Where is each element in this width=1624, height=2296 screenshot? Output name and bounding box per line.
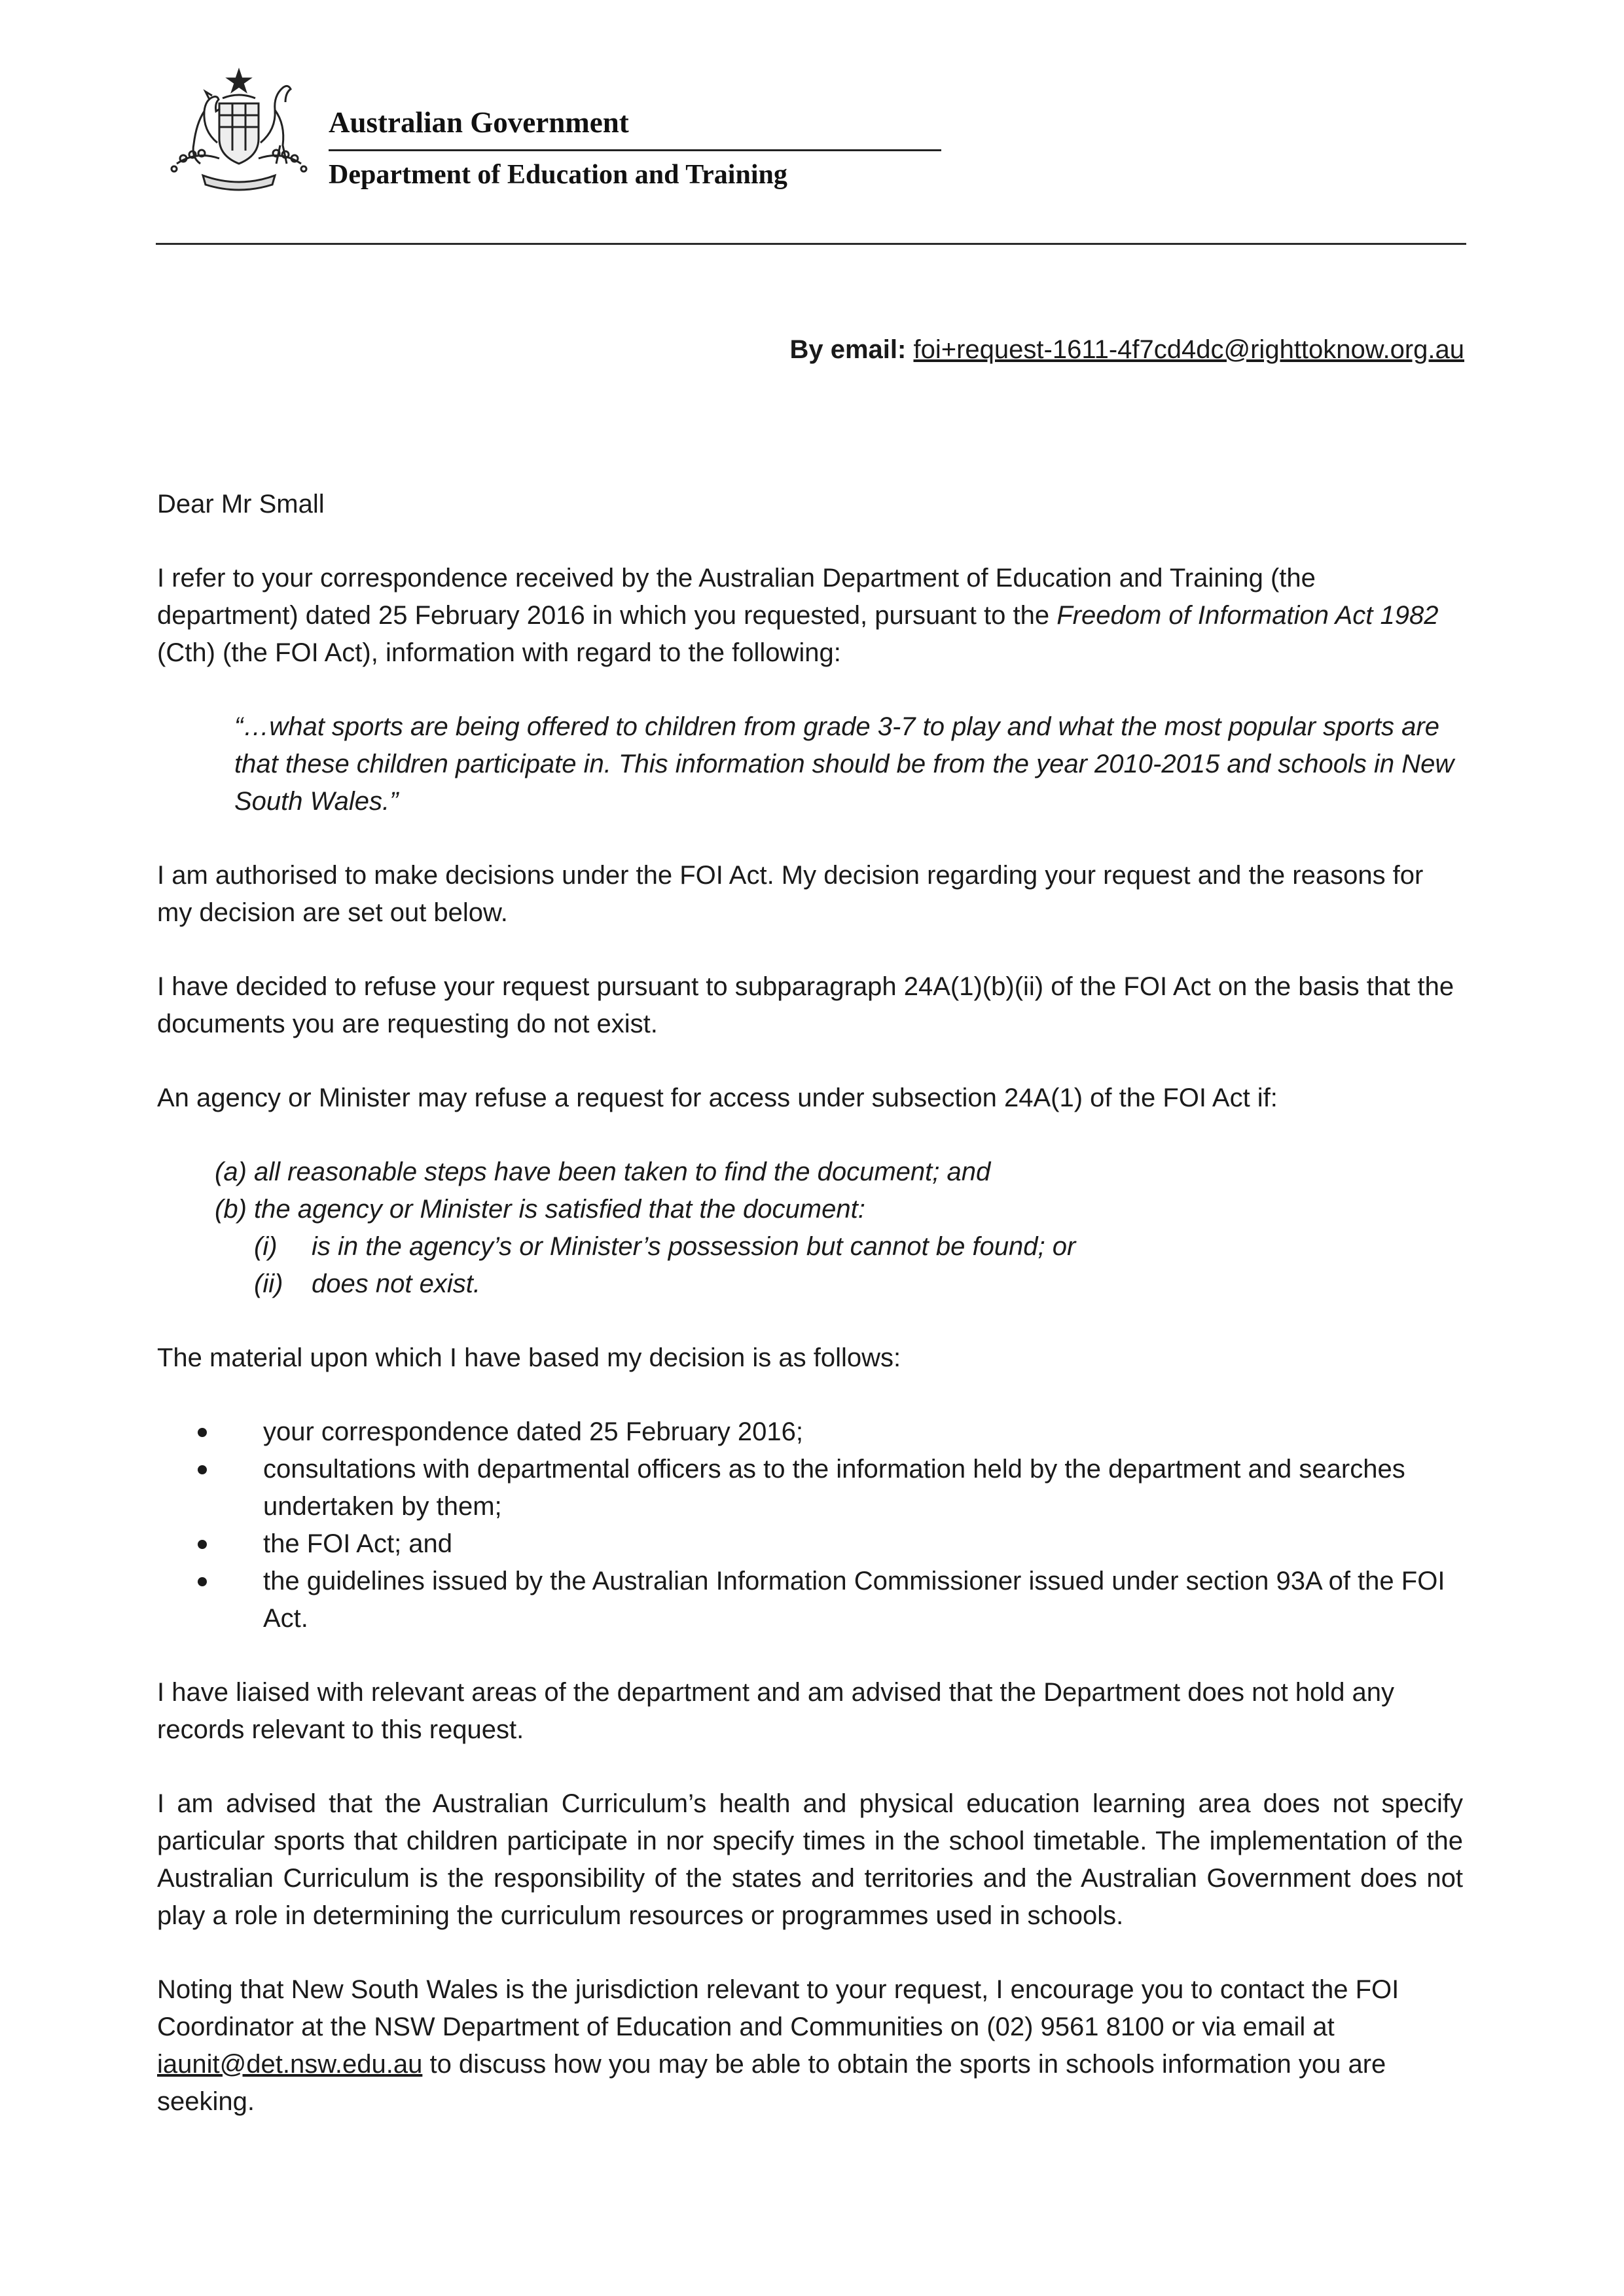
decision-paragraph: I have decided to refuse your request pursuant to subparagraph 24A(1)(b)(ii) of the FOI Act on the basis that the documents you are requesting do not exist.: [157, 972, 1454, 1038]
curriculum-paragraph: I am advised that the Australian Curriculum’s health and physical education learning area does not specify particular sports that children participate in nor specify times in the school timetable. The implementation of the Australian Curriculum is the responsibility of the states and territories and the Australian Government does not play a role in determining the curriculum resources or programmes used in schools.: [157, 1789, 1463, 1930]
agency-name-block: [329, 106, 941, 191]
bullet-icon: [198, 1428, 207, 1437]
email-line: [790, 335, 1465, 365]
list-item: the FOI Act; and: [194, 1525, 1463, 1563]
commonwealth-coat-of-arms-icon: [157, 65, 321, 196]
header-divider: [156, 243, 1466, 245]
material-intro: The material upon which I have based my decision is as follows:: [157, 1343, 901, 1372]
list-item: your correspondence dated 25 February 2016;: [194, 1413, 1463, 1451]
bullet-icon: [198, 1465, 207, 1474]
bullet-icon: [198, 1540, 207, 1549]
department-name: Department of Education and Training: [329, 159, 787, 190]
provision-subitem-ii: (ii) does not exist.: [254, 1269, 480, 1298]
email-label: By email:: [789, 335, 907, 364]
provision-subitem-i: (i) is in the agency’s or Minister’s possession but cannot be found; or: [254, 1232, 1076, 1261]
intro-paragraph: [157, 560, 1463, 672]
letterhead: [157, 65, 785, 196]
nsw-email-link[interactable]: iaunit@det.nsw.edu.au: [157, 2050, 423, 2079]
intro-text-2: (Cth) (the FOI Act), information with regard to the following:: [157, 638, 841, 667]
material-list: [157, 1413, 1463, 1637]
provision-item-a: (a) all reasonable steps have been taken to find the document; and: [215, 1157, 991, 1186]
liaised-paragraph: I have liaised with relevant areas of the department and am advised that the Department does not hold any records relevant to this request.: [157, 1678, 1395, 1744]
salutation: Dear Mr Small: [157, 490, 325, 519]
recipient-email-link[interactable]: foi+request-1611-4f7cd4dc@righttoknow.org.au: [913, 335, 1464, 364]
request-quote: “…what sports are being offered to children from grade 3-7 to play and what the most popular sports are that these children participate in. This information should be from the year 2010-2015 and schools in New South Wales.”: [234, 712, 1454, 816]
provision-intro: An agency or Minister may refuse a request for access under subsection 24A(1) of the FOI Act if:: [157, 1084, 1278, 1112]
list-item: consultations with departmental officers as to the information held by the department and searches undertaken by them;: [194, 1451, 1463, 1525]
act-title: Freedom of Information Act 1982: [1056, 601, 1439, 630]
provision-list: [215, 1154, 1463, 1303]
provision-item-b: (b) the agency or Minister is satisfied that the document:: [215, 1195, 865, 1224]
closing-paragraph: Noting that New South Wales is the jurisdiction relevant to your request, I encourage you to contact the FOI Coordinator at the NSW Department of Education and Communities on (02) 9561 8100 or via email at iaunit@det.nsw.edu.au to discuss how you may be able to obtain the sports in schools information you are seeking.: [157, 1975, 1399, 2116]
intro-text-1: I refer to your correspondence received by the Australian Department of Education and Training (the department) dated 25 February 2016 in which you requested, pursuant to the: [157, 564, 1316, 630]
list-item: the guidelines issued by the Australian Information Commissioner issued under section 93A of the FOI Act.: [194, 1563, 1463, 1637]
government-name: Australian Government: [329, 106, 941, 151]
bullet-icon: [198, 1577, 207, 1586]
letter-body: [157, 486, 1463, 2157]
authority-paragraph: I am authorised to make decisions under the FOI Act. My decision regarding your request and the reasons for my decision are set out below.: [157, 861, 1424, 927]
